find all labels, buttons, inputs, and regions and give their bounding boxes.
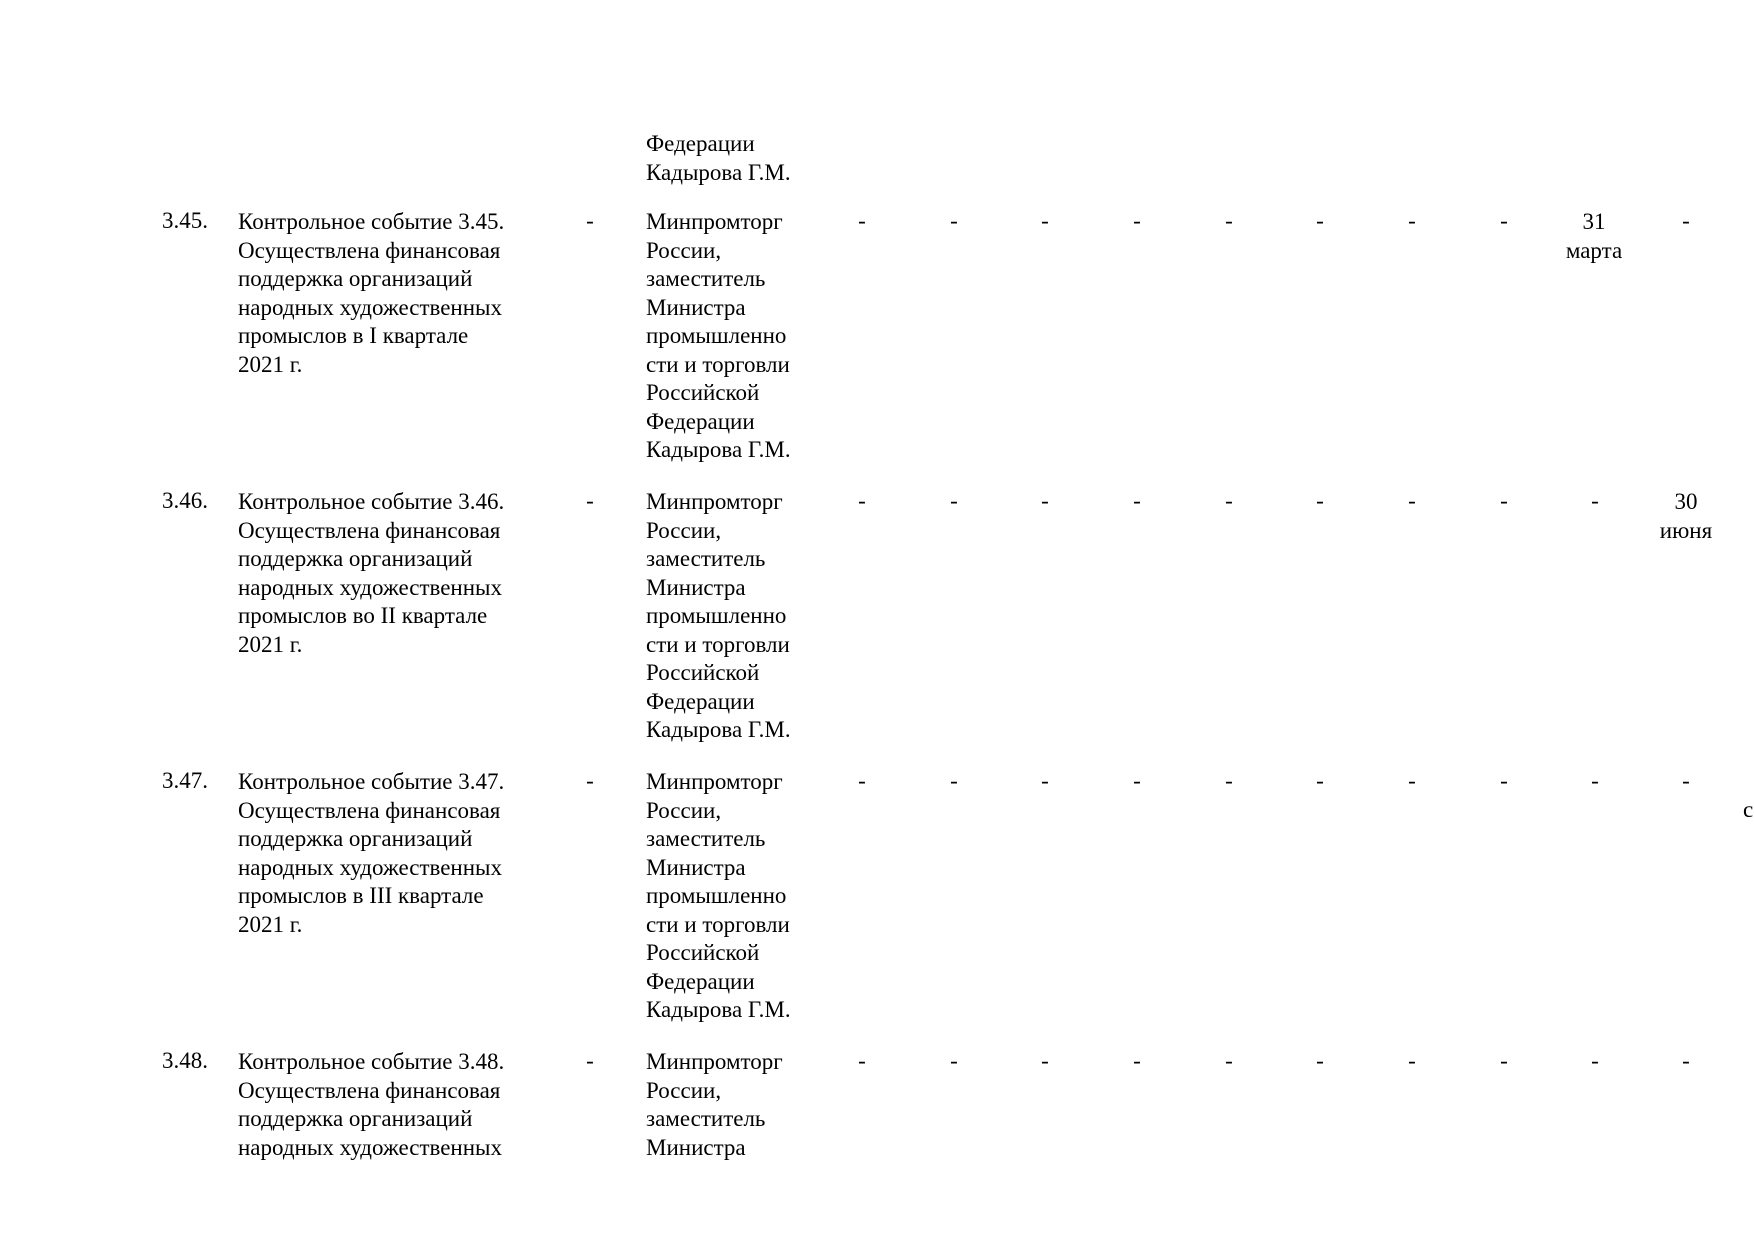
month-cell: - — [1408, 1048, 1416, 1073]
cell-dash: - — [586, 1048, 594, 1073]
month-cell: - — [1316, 768, 1324, 793]
month-cell-date: 30 июня — [1659, 489, 1713, 543]
row-number: 3.45. — [162, 208, 208, 233]
responsible-executor: Минпромторг России, заместитель Министра промышленно сти и торговли Российской Федерации Кадырова Г.М. — [646, 489, 791, 742]
month-cell: - — [1500, 208, 1508, 233]
responsible-executor: Минпромторг России, заместитель Министра — [646, 1049, 783, 1160]
month-cell: - — [1041, 1048, 1049, 1073]
month-cell: - — [950, 208, 958, 233]
month-cell: - — [1682, 1048, 1690, 1073]
clipped-text-fragment: с — [1743, 797, 1754, 822]
month-cell: - — [1041, 768, 1049, 793]
row-number: 3.46. — [162, 488, 208, 513]
month-cell: - — [1408, 768, 1416, 793]
responsible-executor: Минпромторг России, заместитель Министра промышленно сти и торговли Российской Федерации Кадырова Г.М. — [646, 769, 791, 1022]
month-cell: - — [1133, 488, 1141, 513]
month-cell: - — [858, 768, 866, 793]
month-cell: - — [1591, 488, 1599, 513]
month-cell: - — [950, 768, 958, 793]
event-description: Контрольное событие 3.47. Осуществлена финансовая поддержка организаций народных художественных промыслов в III квартале 2021 г. — [238, 769, 505, 937]
cell-dash: - — [586, 768, 594, 793]
month-cell: - — [1133, 208, 1141, 233]
month-cell: - — [1500, 1048, 1508, 1073]
month-cell: - — [1225, 1048, 1233, 1073]
month-cell: - — [1133, 768, 1141, 793]
month-cell: - — [1041, 208, 1049, 233]
month-cell: - — [1133, 1048, 1141, 1073]
cell-dash: - — [586, 488, 594, 513]
month-cell: - — [1225, 208, 1233, 233]
month-cell: - — [1682, 208, 1690, 233]
month-cell: - — [1316, 208, 1324, 233]
month-cell: - — [1225, 768, 1233, 793]
month-cell: - — [1316, 1048, 1324, 1073]
month-cell: - — [1500, 488, 1508, 513]
month-cell: - — [1041, 488, 1049, 513]
month-cell: - — [858, 208, 866, 233]
responsible-continuation: Федерации Кадырова Г.М. — [646, 131, 791, 185]
month-cell: - — [858, 488, 866, 513]
month-cell: - — [1682, 768, 1690, 793]
responsible-executor: Минпромторг России, заместитель Министра промышленно сти и торговли Российской Федерации Кадырова Г.М. — [646, 209, 791, 462]
month-cell: - — [1225, 488, 1233, 513]
event-description: Контрольное событие 3.46. Осуществлена финансовая поддержка организаций народных художественных промыслов во II квартале 2021 г. — [238, 489, 505, 657]
row-number: 3.48. — [162, 1048, 208, 1073]
month-cell: - — [950, 488, 958, 513]
event-description: Контрольное событие 3.48. Осуществлена финансовая поддержка организаций народных художественных — [238, 1049, 505, 1160]
row-number: 3.47. — [162, 768, 208, 793]
month-cell: - — [1408, 488, 1416, 513]
month-cell: - — [1591, 768, 1599, 793]
month-cell: - — [1408, 208, 1416, 233]
month-cell: - — [1500, 768, 1508, 793]
month-cell: - — [1316, 488, 1324, 513]
cell-dash: - — [586, 208, 594, 233]
event-description: Контрольное событие 3.45. Осуществлена финансовая поддержка организаций народных художественных промыслов в I квартале 2021 г. — [238, 209, 505, 377]
month-cell: - — [950, 1048, 958, 1073]
month-cell: - — [1591, 1048, 1599, 1073]
month-cell: - — [858, 1048, 866, 1073]
month-cell-date: 31 марта — [1565, 209, 1623, 263]
